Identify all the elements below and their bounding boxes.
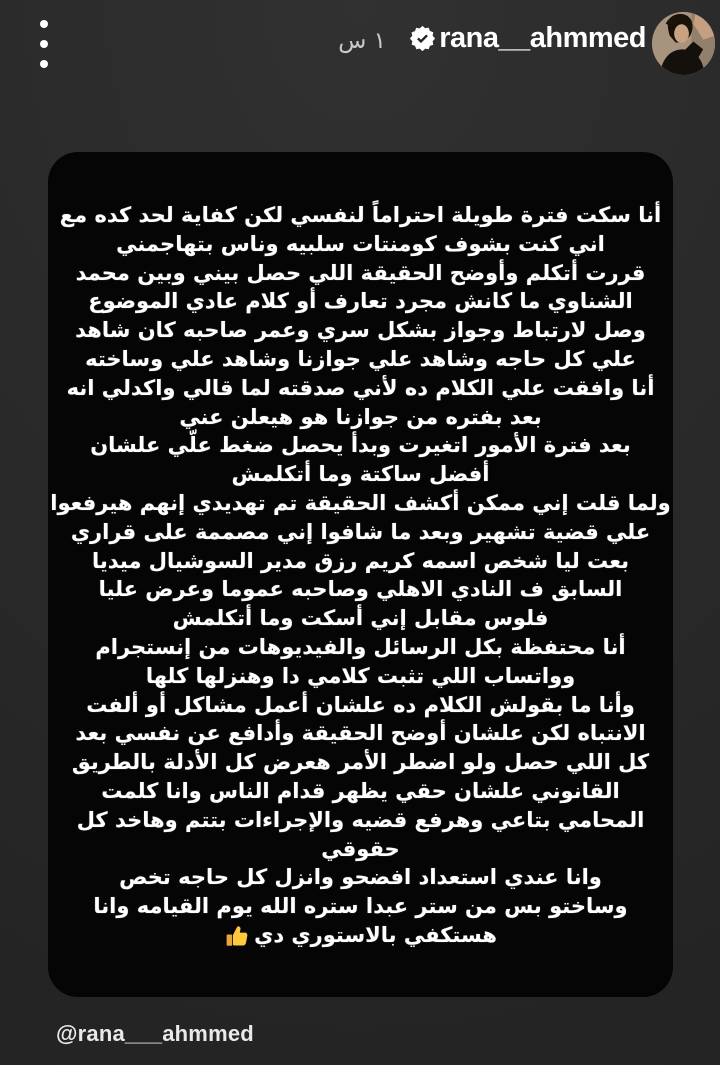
- story-text-line: بعد بفتره من جوازنا هو هيعلن عني: [179, 404, 542, 429]
- story-text-line: وانا عندي استعداد افضحو وانزل كل حاجه تخص: [119, 865, 602, 890]
- thumbs-up-emoji: [224, 923, 251, 950]
- story-text: [48, 201, 673, 950]
- story-text-line: وأنا ما بقولش الكلام ده علشان أعمل مشاكل أو ألفت: [86, 692, 635, 717]
- story-card[interactable]: [48, 152, 673, 997]
- story-text-line: السابق ف النادي الاهلي وصاحبه عموما وعرض عليا: [98, 577, 623, 602]
- story-text-line: هستكفي بالاستوري دي: [254, 923, 497, 948]
- username[interactable]: rana__ahmmed: [439, 22, 646, 54]
- story-text-line: كل اللي حصل ولو اضطر الأمر هعرض كل الأدلة بالطريق: [71, 750, 650, 775]
- story-text-line: قررت أتكلم وأوضح الحقيقة اللي حصل بيني وبين محمد: [75, 260, 646, 285]
- story-text-line: بعت ليا شخص اسمه كريم رزق مدير السوشيال ميديا: [92, 548, 629, 573]
- story-text-line: علي كل حاجه وشاهد علي جوازنا وشاهد علي وساخته: [85, 346, 636, 371]
- story-text-line: وواتساب اللي تثبت كلامي دا وهنزلها كلها: [145, 663, 576, 688]
- verified-badge-icon: [409, 25, 436, 52]
- story-text-line: أنا سكت فترة طويلة احتراماً لنفسي لكن كفاية لحد كده مع: [59, 203, 662, 227]
- mention-link[interactable]: @rana___ahmmed: [56, 1021, 254, 1046]
- story-text-last-line: [48, 921, 673, 950]
- story-header: [0, 0, 720, 92]
- story-text-line: وساختو بس من ستر عبدا ستره الله يوم القيامه وانا: [93, 894, 628, 919]
- story-text-line: أنا وافقت علي الكلام ده لأني صدقته لما قالي واكدلي انه: [66, 375, 655, 400]
- story-text-line: فلوس مقابل إني أسكت وما أتكلمش: [172, 606, 549, 631]
- story-text-line: الانتباه لكن علشان أوضح الحقيقة وأدافع عن نفسي بعد: [75, 721, 646, 746]
- story-text-line: المحامي بتاعي وهرفع قضيه والإجراءات بتتم وهاخد كل: [76, 807, 645, 832]
- story-text-line: ولما قلت إني ممكن أكشف الحقيقة تم تهديدي إنهم هيرفعوا: [50, 490, 671, 515]
- kebab-menu-icon[interactable]: [34, 20, 54, 68]
- story-text-line: علي قضية تشهير وبعد ما شافوا إني مصممة على قراري: [70, 519, 651, 544]
- profile-avatar[interactable]: [652, 12, 715, 75]
- story-text-line: الشناوي ما كانش مجرد تعارف أو كلام عادي الموضوع: [88, 289, 633, 314]
- story-text-line: وصل لارتباط وجواز بشكل سري وعمر صاحبه كان شاهد: [75, 318, 646, 343]
- story-author[interactable]: [409, 22, 646, 55]
- story-text-line: حقوقي: [321, 836, 400, 861]
- avatar-photo: [652, 12, 715, 75]
- story-text-line: أنا محتفظة بكل الرسائل والفيديوهات من إنستجرام: [95, 634, 626, 659]
- story-timestamp: ١ س: [338, 28, 386, 54]
- story-text-line: أفضل ساكتة وما أتكلمش: [231, 462, 490, 487]
- story-text-line: القانوني علشان حقي يظهر قدام الناس وانا كلمت: [101, 778, 620, 803]
- story-text-line: اني كنت بشوف كومنتات سلبيه وناس بتهاجمني: [116, 231, 605, 256]
- story-text-line: بعد فترة الأمور اتغيرت وبدأ يحصل ضغط علّي علشان: [90, 433, 631, 458]
